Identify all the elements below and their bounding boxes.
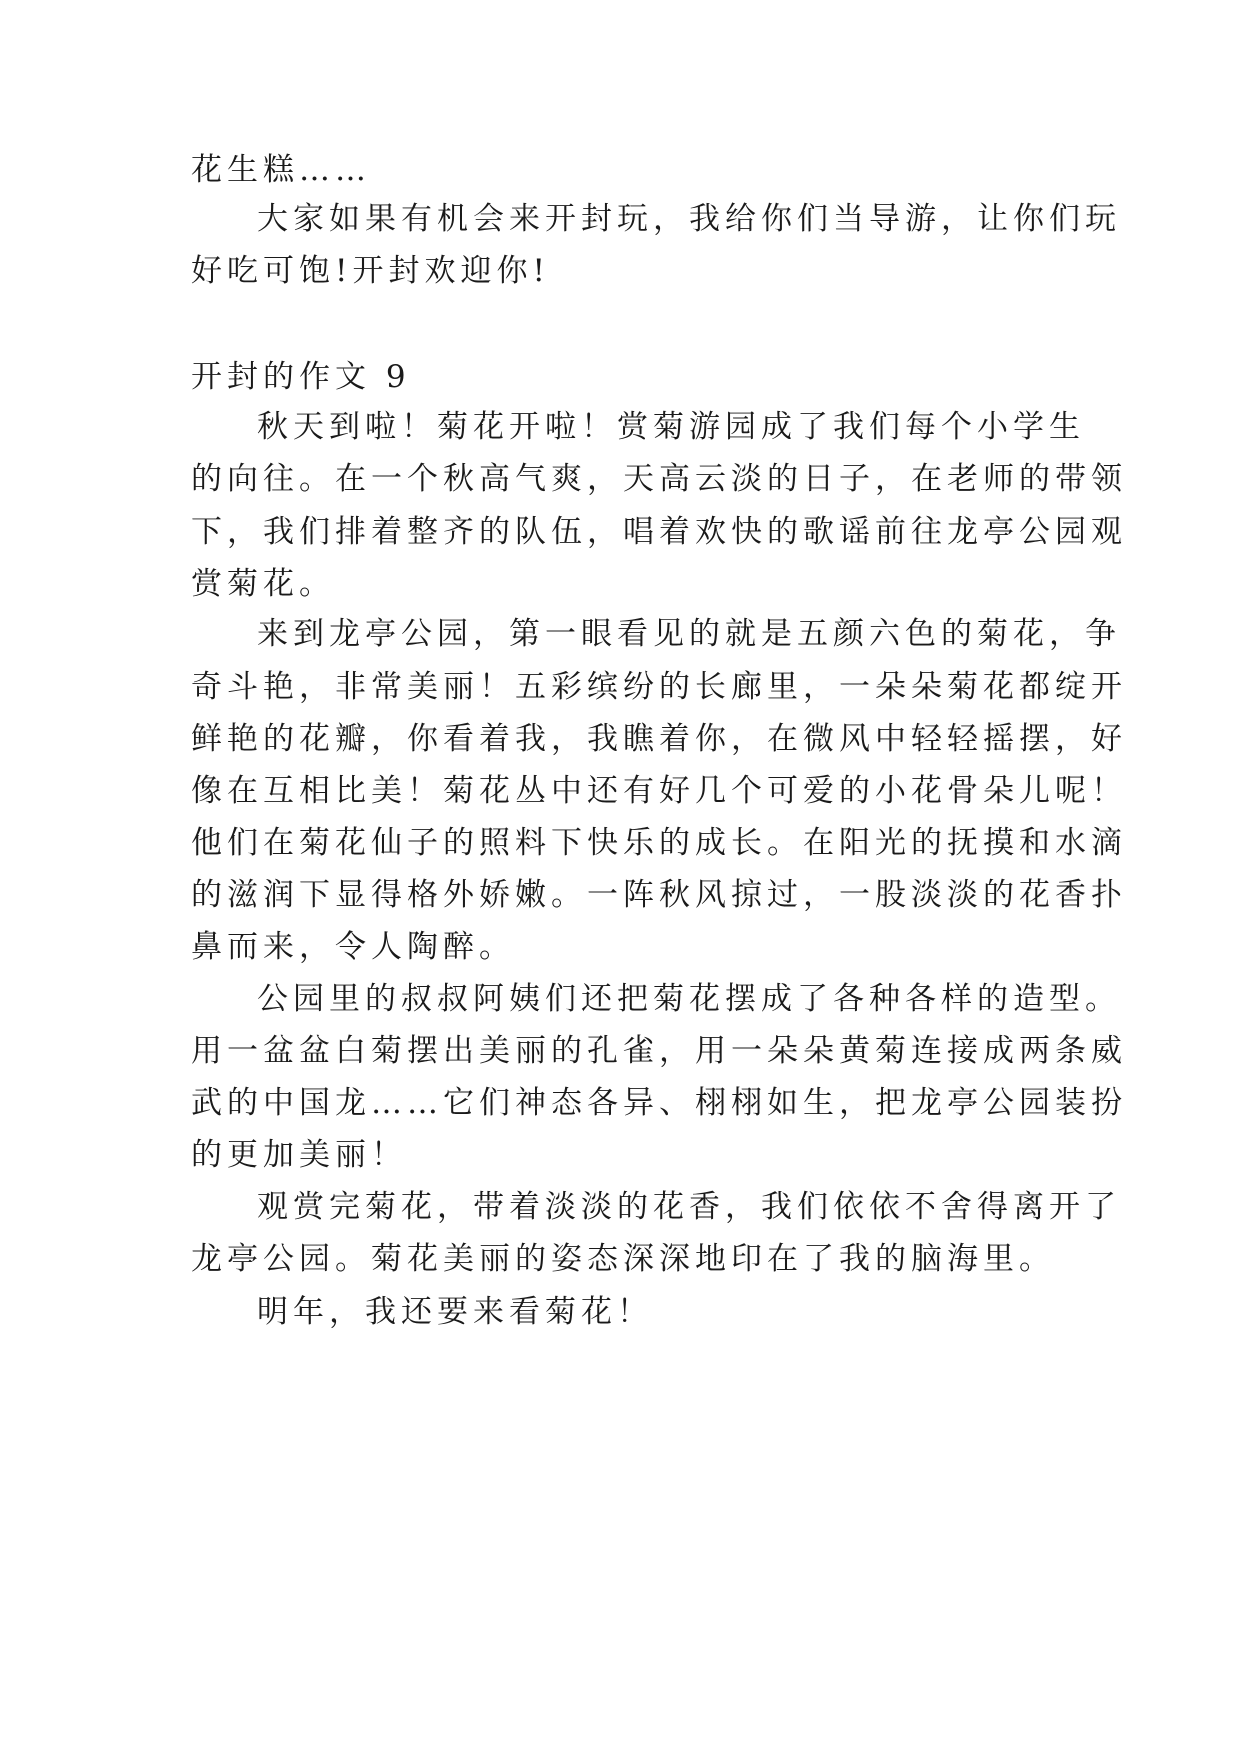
text-line: 他们在菊花仙子的照料下快乐的成长。在阳光的抚摸和水滴 [191,825,1127,861]
paragraph-first-line: 秋天到啦！菊花开啦！赏菊游园成了我们每个小学生 [257,409,1085,445]
text-line: 花生糕…… [191,152,371,188]
text-line: 好吃可饱!开封欢迎你! [191,253,550,289]
paragraph-first-line: 来到龙亭公园，第一眼看见的就是五颜六色的菊花，争 [257,616,1121,652]
text-line: 鼻而来，令人陶醉。 [191,929,515,965]
text-line: 龙亭公园。菊花美丽的姿态深深地印在了我的脑海里。 [191,1241,1055,1277]
text-line: 的向往。在一个秋高气爽，天高云淡的日子，在老师的带领 [191,461,1127,497]
paragraph-first-line: 明年，我还要来看菊花！ [257,1294,653,1330]
text-line: 的滋润下显得格外娇嫩。一阵秋风掠过，一股淡淡的花香扑 [191,877,1127,913]
text-line: 武的中国龙……它们神态各异、栩栩如生，把龙亭公园装扮 [191,1085,1127,1121]
text-line: 赏菊花。 [191,566,335,602]
paragraph-first-line: 大家如果有机会来开封玩，我给你们当导游，让你们玩 [257,201,1121,237]
text-line: 用一盆盆白菊摆出美丽的孔雀，用一朵朵黄菊连接成两条威 [191,1033,1127,1069]
text-line: 像在互相比美！菊花丛中还有好几个可爱的小花骨朵儿呢！ [191,773,1127,809]
text-line: 奇斗艳，非常美丽！五彩缤纷的长廊里，一朵朵菊花都绽开 [191,669,1127,705]
text-line: 的更加美丽！ [191,1137,407,1173]
text-line: 下，我们排着整齐的队伍，唱着欢快的歌谣前往龙亭公园观 [191,514,1127,550]
paragraph-first-line: 观赏完菊花，带着淡淡的花香，我们依依不舍得离开了 [257,1189,1121,1225]
text-line: 鲜艳的花瓣，你看着我，我瞧着你，在微风中轻轻摇摆，好 [191,721,1127,757]
section-title: 开封的作文 9 [191,359,411,395]
paragraph-first-line: 公园里的叔叔阿姨们还把菊花摆成了各种各样的造型。 [257,981,1121,1017]
